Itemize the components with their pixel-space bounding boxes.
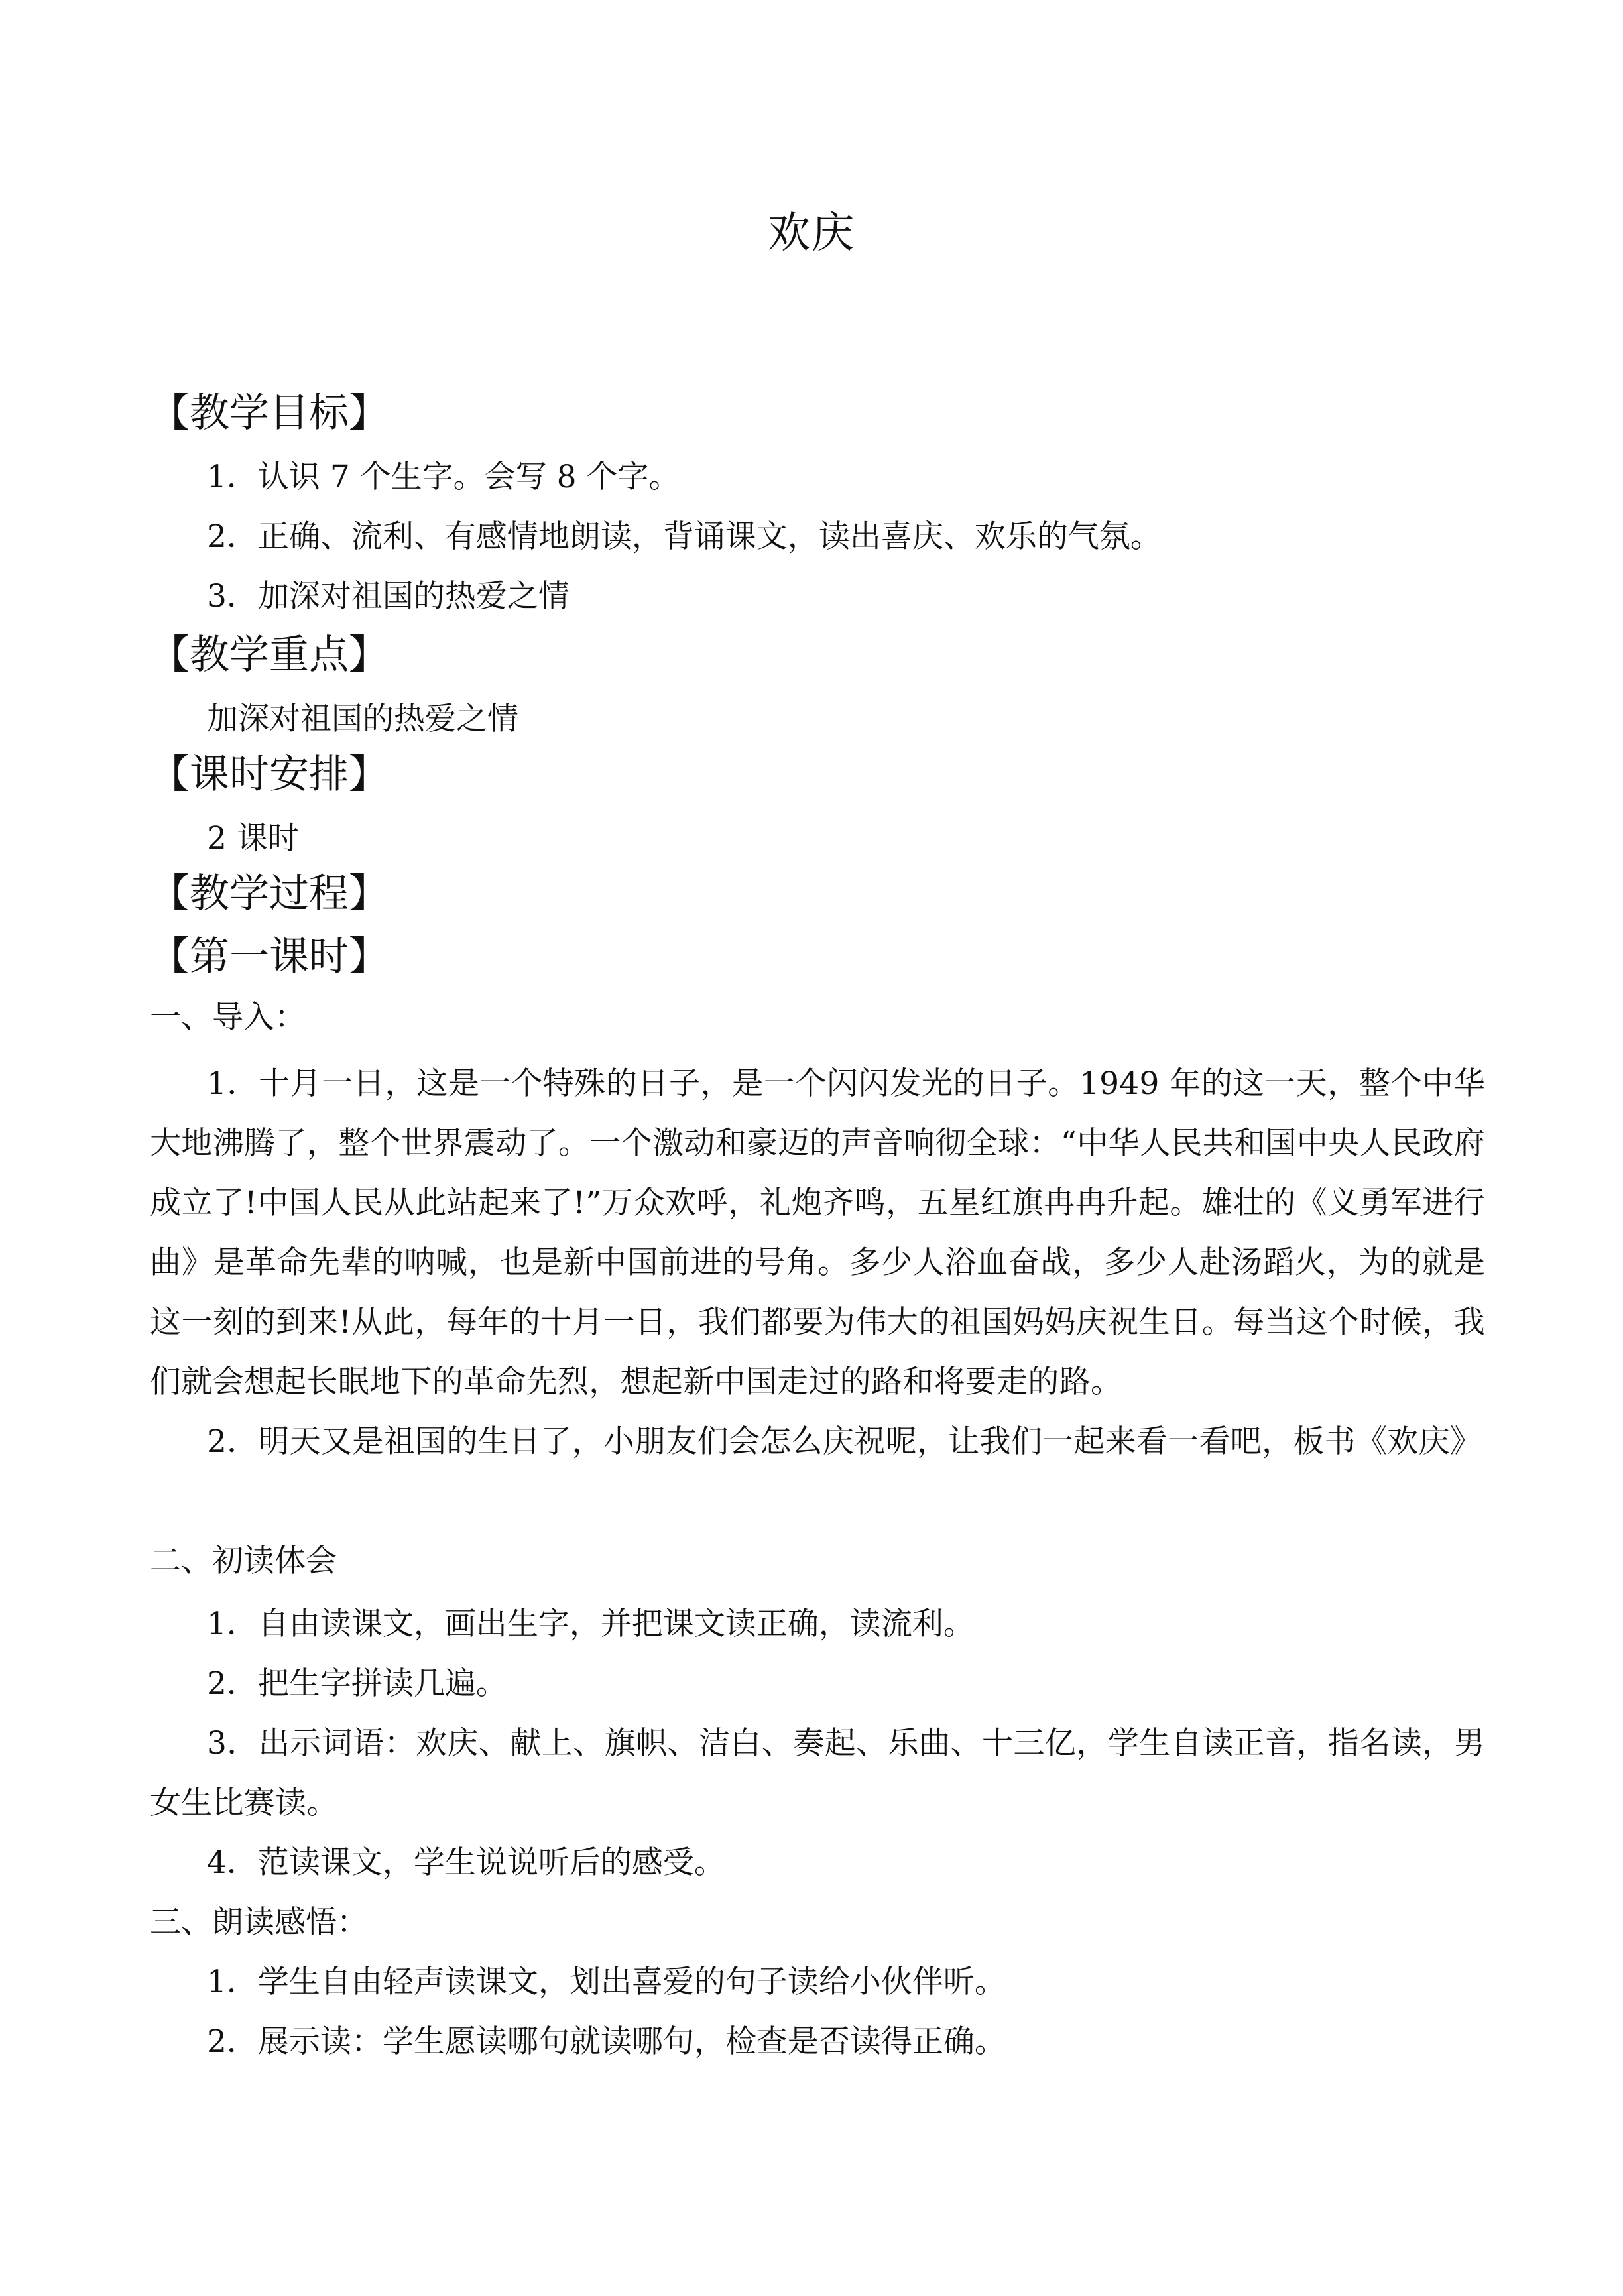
intro-paragraph-1: 1．十月一日，这是一个特殊的日子，是一个闪闪发光的日子。1949 年的这一天，整个中华大地沸腾了，整个世界震动了。一个激动和豪迈的声音响彻全球：“中华人民共和国中央人民政府成立了!中国人民从此站起来了!”万众欢呼，礼炮齐鸣，五星红旗冉冉升起。雄壮的《义勇军进行曲》是革命先辈的呐喊，也是新中国前进的号角。多少人浴血奋战，多少人赴汤蹈火，为的就是这一刻的到来!从此，每年的十月一日，我们都要为伟大的祖国妈妈庆祝生日。每当这个时候，我们就会想起长眠地下的革命先烈，想起新中国走过的路和将要走的路。 [150,1065,1485,1400]
schedule-text: 2 课时 [207,820,299,857]
first-reading-item-1: 1．自由读课文，画出生字，并把课文读正确，读流利。 [207,1606,975,1642]
first-reading-item-4: 4．范读课文，学生说说听后的感受。 [207,1844,725,1881]
heading-first-lesson: 【第一课时】 [150,934,389,980]
goal-item-3: 3．加深对祖国的热爱之情 [207,578,570,615]
goal-item-2: 2．正确、流利、有感情地朗读，背诵课文，读出喜庆、欢乐的气氛。 [207,518,1162,555]
goal-item-1: 1．认识 7 个生字。会写 8 个字。 [207,459,680,495]
heading-teaching-goals: 【教学目标】 [150,390,389,436]
first-reading-paragraph-3: 3．出示词语：欢庆、献上、旗帜、洁白、奏起、乐曲、十三亿，学生自读正音，指名读，男女生比赛读。 [150,1725,1485,1821]
section-first-reading-title: 二、初读体会 [150,1543,337,1579]
first-reading-item-2: 2．把生字拼读几遍。 [207,1665,507,1702]
document-title: 欢庆 [768,209,855,258]
reading-feeling-item-1: 1．学生自由轻声读课文，划出喜爱的句子读给小伙伴听。 [207,1964,1006,2000]
section-reading-feeling-title: 三、朗读感悟： [150,1904,368,1941]
heading-teaching-key: 【教学重点】 [150,632,389,678]
intro-paragraph-2: 2．明天又是祖国的生日了，小朋友们会怎么庆祝呢，让我们一起来看一看吧，板书《欢庆》 [207,1423,1482,1460]
heading-schedule: 【课时安排】 [150,751,389,798]
heading-teaching-process: 【教学过程】 [150,871,389,917]
key-text: 加深对祖国的热爱之情 [207,701,518,737]
section-intro-title: 一、导入： [150,999,306,1036]
reading-feeling-item-2: 2．展示读：学生愿读哪句就读哪句，检查是否读得正确。 [207,2024,1006,2060]
